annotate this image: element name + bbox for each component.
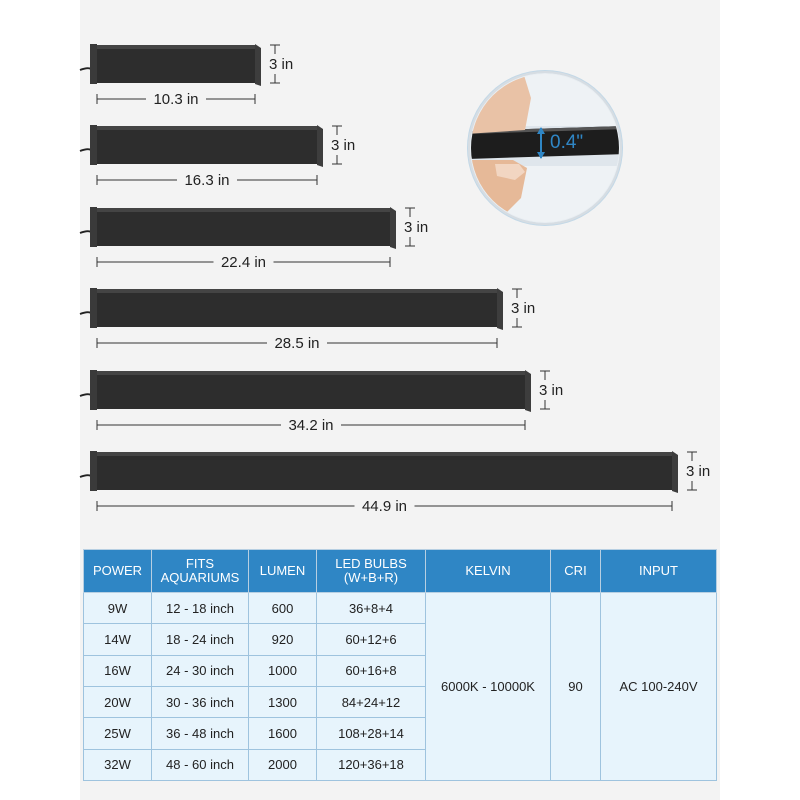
- bar-end-right: [255, 44, 261, 86]
- table-cell: 120+36+18: [317, 749, 426, 780]
- bar-body: [97, 371, 525, 409]
- height-label: 3 in: [686, 463, 711, 480]
- table-cell: 2000: [249, 749, 317, 780]
- table-cell: 32W: [84, 749, 152, 780]
- height-label: 3 in: [331, 137, 356, 154]
- bar-top-edge: [97, 289, 497, 293]
- table-cell: 12 - 18 inch: [152, 593, 249, 624]
- header-cell: LUMEN: [249, 550, 317, 593]
- table-cell: 20W: [84, 686, 152, 717]
- bar-body: [97, 126, 317, 164]
- header-cell: KELVIN: [426, 550, 551, 593]
- table-cell: 36+8+4: [317, 593, 426, 624]
- table-cell: 108+28+14: [317, 718, 426, 749]
- table-cell: 36 - 48 inch: [152, 718, 249, 749]
- table-cell: 30 - 36 inch: [152, 686, 249, 717]
- light-bar-4: [80, 288, 535, 352]
- table-cell: 24 - 30 inch: [152, 655, 249, 686]
- bar-end-left: [90, 288, 97, 328]
- table-cell: 14W: [84, 624, 152, 655]
- bar-top-edge: [97, 45, 255, 49]
- bar-end-left: [90, 370, 97, 410]
- height-label: 3 in: [511, 300, 536, 317]
- length-label: 34.2 in: [288, 417, 334, 434]
- bar-end-left: [90, 125, 97, 165]
- light-bar-5: [80, 370, 563, 434]
- spec-table: [83, 549, 717, 781]
- table-cell: 920: [249, 624, 317, 655]
- bar-end-left: [90, 451, 97, 491]
- bar-end-left: [90, 44, 97, 84]
- length-label: 16.3 in: [184, 172, 230, 189]
- bar-end-right: [497, 288, 503, 330]
- power-cord: [80, 475, 91, 477]
- power-cord: [80, 149, 91, 151]
- length-label: 44.9 in: [361, 498, 408, 515]
- power-cord: [80, 68, 91, 70]
- table-cell: 16W: [84, 655, 152, 686]
- table-cell: 1600: [249, 718, 317, 749]
- bar-body: [97, 289, 497, 327]
- table-cell: 60+16+8: [317, 655, 426, 686]
- power-cord: [80, 231, 91, 233]
- bar-body: [97, 208, 390, 246]
- table-cell: 1300: [249, 686, 317, 717]
- kelvin-cell: 6000K - 10000K: [426, 593, 551, 781]
- bar-end-left: [90, 207, 97, 247]
- length-label: 22.4 in: [220, 254, 267, 271]
- header-cell: LED BULBS (W+B+R): [317, 550, 426, 593]
- bar-end-right: [525, 370, 531, 412]
- light-bar-1: [80, 44, 293, 108]
- bar-body: [97, 452, 672, 490]
- cri-cell: 90: [551, 593, 601, 781]
- light-bar-3: [80, 207, 428, 271]
- bar-top-edge: [97, 208, 390, 212]
- bar-top-edge: [97, 452, 672, 456]
- header-cell: FITS AQUARIUMS: [152, 550, 249, 593]
- header-cell: INPUT: [601, 550, 717, 593]
- light-bar-2: [80, 125, 355, 189]
- power-cord: [80, 312, 91, 314]
- power-cord: [80, 394, 91, 396]
- light-bar-6: [80, 451, 710, 515]
- bar-top-edge: [97, 371, 525, 375]
- bar-end-right: [390, 207, 396, 249]
- bar-top-edge: [97, 126, 317, 130]
- height-label: 3 in: [404, 219, 429, 236]
- height-label: 3 in: [269, 56, 294, 73]
- bar-body: [97, 45, 255, 83]
- bar-end-right: [672, 451, 678, 493]
- header-cell: CRI: [551, 550, 601, 593]
- table-header-row: [84, 550, 717, 593]
- table-cell: 48 - 60 inch: [152, 749, 249, 780]
- length-label: 10.3 in: [153, 91, 199, 108]
- table-row: [84, 593, 717, 624]
- length-label: 28.5 in: [274, 335, 320, 352]
- table-cell: 600: [249, 593, 317, 624]
- header-cell: POWER: [84, 550, 152, 593]
- bar-end-right: [317, 125, 323, 167]
- table-cell: 18 - 24 inch: [152, 624, 249, 655]
- table-cell: 25W: [84, 718, 152, 749]
- thickness-label: 0.4": [550, 132, 584, 153]
- table-cell: 9W: [84, 593, 152, 624]
- thickness-detail-photo: [465, 68, 625, 228]
- height-label: 3 in: [539, 382, 564, 399]
- input-cell: AC 100-240V: [601, 593, 717, 781]
- table-cell: 1000: [249, 655, 317, 686]
- table-cell: 60+12+6: [317, 624, 426, 655]
- table-cell: 84+24+12: [317, 686, 426, 717]
